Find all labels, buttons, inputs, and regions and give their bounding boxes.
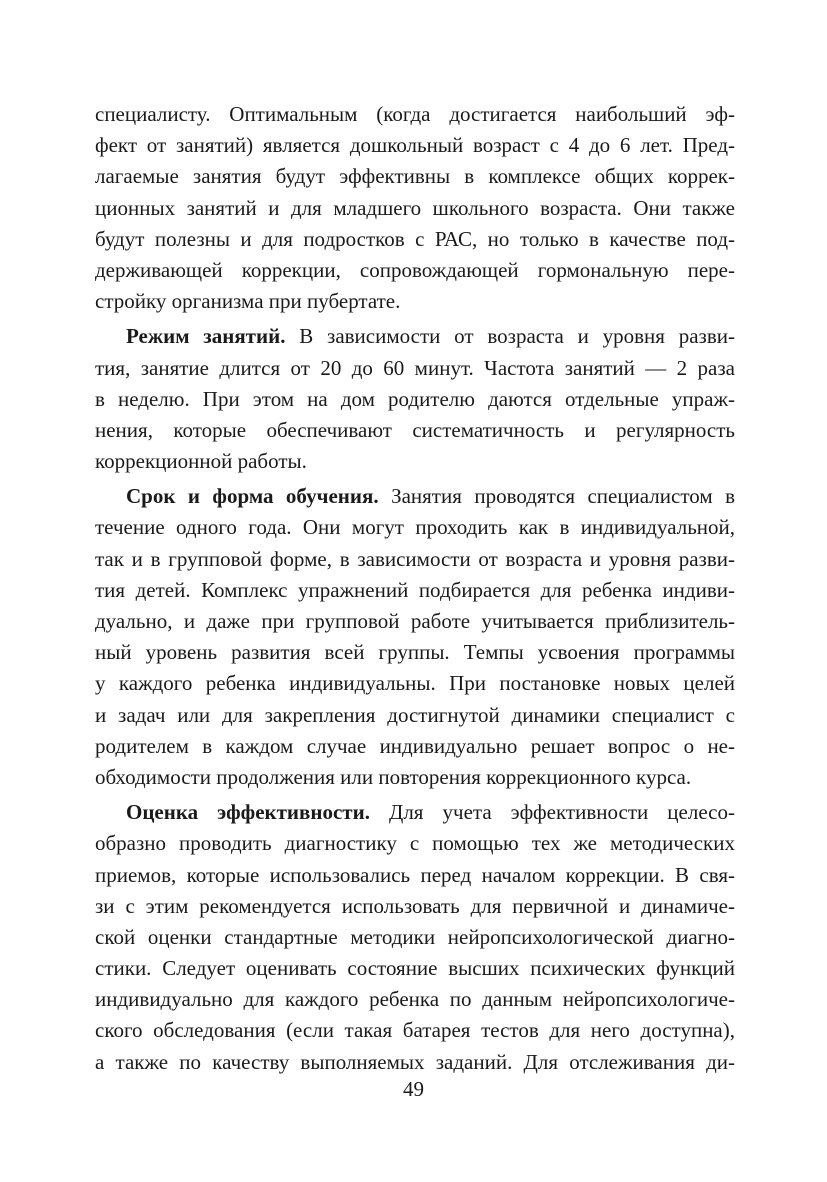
text-fragment: Занятия проводятся специалистом в [378, 484, 735, 509]
paragraph-heading: Оценка эффективности. [126, 800, 370, 825]
paragraph-heading: Режим занятий. [126, 324, 286, 349]
text-line: так и в групповой форме, в зависимости от возраста и уровня разви- [95, 546, 735, 571]
paragraph-evaluation [95, 797, 735, 1078]
text-line: тия, занятие длится от 20 до 60 минут. Частота занятий — 2 раза [95, 355, 735, 380]
text-line [95, 797, 735, 828]
paragraph-mode [95, 321, 735, 477]
text-line: зи с этим рекомендуется использовать для первичной и динамиче- [95, 893, 735, 918]
page-body [95, 99, 735, 1078]
text-line: тия детей. Комплекс упражнений подбирается для ребенка индиви- [95, 577, 735, 602]
text-line: ского обследования (если такая батарея тестов для него доступна), [95, 1018, 735, 1043]
text-line: родителем в каждом случае индивидуально решает вопрос о не- [95, 733, 735, 758]
text-line: обходимости продолжения или повторения коррекционного курса. [95, 764, 692, 789]
text-line: а также по качеству выполняемых заданий. Для отслеживания ди- [95, 1049, 735, 1074]
paragraph-intro [95, 99, 735, 317]
paragraph-heading: Срок и форма обучения. [126, 484, 379, 509]
text-line: коррекционной работы. [95, 449, 307, 474]
text-line: течение одного года. Они могут проходить как в индивидуальной, [95, 515, 735, 540]
text-line: будут полезны и для подростков с РАС, но только в качестве под- [95, 226, 735, 251]
text-line: ской оценки стандартные методики нейропсихологической диагно- [95, 924, 735, 949]
page-number: 49 [403, 1077, 424, 1101]
text-line: в неделю. При этом на дом родителю даются отдельные упраж- [95, 386, 735, 411]
text-line: индивидуально для каждого ребенка по данным нейропсихологиче- [95, 987, 735, 1012]
text-line: стройку организма при пубертате. [95, 289, 401, 314]
paragraph-term [95, 481, 735, 793]
text-fragment: В зависимости от возраста и уровня разви- [285, 324, 735, 349]
text-line: специалисту. Оптимальным (когда достигается наибольший эф- [95, 102, 735, 126]
text-line: лагаемые занятия будут эффективны в комплексе общих коррек- [95, 164, 735, 189]
text-line: стики. Следует оценивать состояние высших психических функций [95, 956, 735, 981]
text-line: образно проводить диагностику с помощью тех же методических [95, 831, 735, 856]
text-fragment: Для учета эффективности целесо- [369, 800, 735, 825]
text-line: и задач или для закрепления достигнутой динамики специалист с [95, 702, 735, 727]
text-line: ный уровень развития всей группы. Темпы усвоения программы [95, 640, 735, 665]
text-line: фект от занятий) является дошкольный возраст с 4 до 6 лет. Пред- [95, 133, 735, 158]
text-line: нения, которые обеспечивают систематичность и регулярность [95, 417, 735, 442]
text-line: дуально, и даже при групповой работе учитывается приблизитель- [95, 609, 735, 633]
text-line: приемов, которые использовались перед началом коррекции. В свя- [95, 862, 735, 887]
text-line [95, 481, 735, 512]
text-line: держивающей коррекции, сопровождающей гормональную пере- [95, 257, 735, 282]
text-line [95, 321, 735, 352]
text-line: ционных занятий и для младшего школьного возраста. Они также [95, 195, 735, 220]
text-line: у каждого ребенка индивидуальны. При постановке новых целей [95, 671, 735, 696]
